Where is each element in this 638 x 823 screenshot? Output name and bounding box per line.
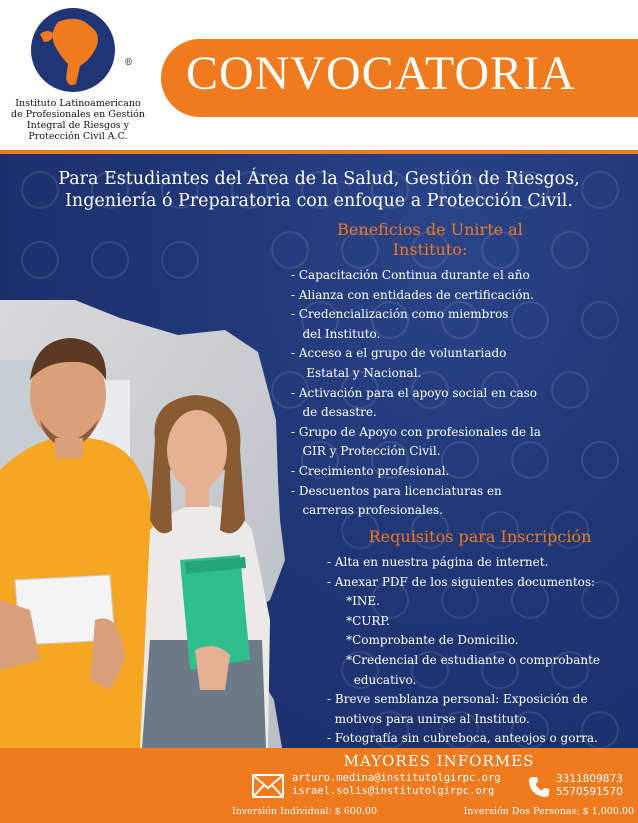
list-item: - Breve semblanza personal: Exposición de: [327, 692, 588, 707]
subtitle-line: Para Estudiantes del Área de la Salud, Gestión de Riesgos,: [58, 169, 580, 189]
list-item: del Instituto.: [291, 326, 381, 341]
price-pair: Inversión Dos Personas: $ 1,000.00: [463, 806, 634, 817]
list-item: - Descuentos para licenciaturas en: [291, 483, 502, 498]
contact-emails: [292, 772, 501, 798]
benefits-heading-line: Beneficios de Unirte al: [337, 220, 523, 239]
list-item: Estatal y Nacional.: [291, 365, 422, 380]
list-item: *Comprobante de Domicilio.: [327, 633, 519, 648]
list-item: *CURP.: [327, 613, 390, 628]
benefits-heading: [312, 220, 548, 260]
requirements-heading: Requisitos para Inscripción: [368, 527, 592, 546]
registered-mark: ®: [124, 58, 133, 68]
list-item: - Capacitación Continua durante el año: [291, 268, 530, 282]
price-individual: Inversión Individual: $ 600.00: [232, 806, 377, 817]
benefits-list: [291, 266, 621, 521]
list-item: - Activación para el apoyo social en caso: [291, 385, 537, 400]
list-item: motivos para unirse al Instituto.: [327, 711, 530, 726]
list-item: - Alianza con entidades de certificación.: [291, 287, 534, 302]
list-item: - Anexar PDF de los siguientes documentos:: [327, 574, 596, 589]
institute-name-line: Integral de Riesgos y: [26, 120, 130, 131]
subtitle: [0, 168, 638, 212]
globe-logo-icon: [18, 4, 128, 96]
email-link[interactable]: israel.solis@institutolgirpc.org: [292, 785, 495, 797]
phone-icon: [528, 776, 550, 798]
list-item: - Acceso a el grupo de voluntariado: [291, 346, 507, 361]
list-item: - Alta en nuestra página de internet.: [327, 555, 549, 569]
page-title: CONVOCATORIA: [186, 47, 576, 100]
list-item: de desastre.: [291, 405, 377, 420]
list-item: - Fotografía sin cubreboca, anteojos o gorra.: [327, 731, 598, 746]
header-divider: [0, 150, 638, 154]
phone-number[interactable]: 3311809873: [556, 773, 623, 785]
institute-name-line: Instituto Latinoamericano: [15, 98, 141, 109]
list-item: - Crecimiento profesional.: [291, 463, 450, 478]
institute-name-line: Protección Civil A.C.: [28, 131, 128, 142]
list-item: - Grupo de Apoyo con profesionales de la: [291, 424, 541, 439]
institute-name-line: de Profesionales en Gestión: [10, 109, 146, 120]
contact-phones: [556, 773, 623, 799]
email-link[interactable]: arturo.medina@institutolgirpc.org: [292, 772, 501, 784]
phone-number[interactable]: 5570591570: [556, 786, 623, 798]
list-item: educativo.: [327, 672, 417, 687]
envelope-icon: [252, 774, 284, 798]
requirements-list: [327, 553, 631, 749]
subtitle-line: Ingeniería ó Preparatoria con enfoque a Protección Civil.: [65, 191, 573, 211]
list-item: - Credencialización como miembros: [291, 307, 509, 322]
institute-name: [8, 98, 148, 142]
footer-title: MAYORES INFORMES: [343, 752, 535, 770]
list-item: *Credencial de estudiante o comprobante: [327, 652, 601, 667]
list-item: carreras profesionales.: [291, 503, 443, 518]
list-item: GIR y Protección Civil.: [291, 444, 441, 459]
benefits-heading-line: Instituto:: [392, 240, 468, 259]
list-item: *INE.: [327, 594, 380, 609]
